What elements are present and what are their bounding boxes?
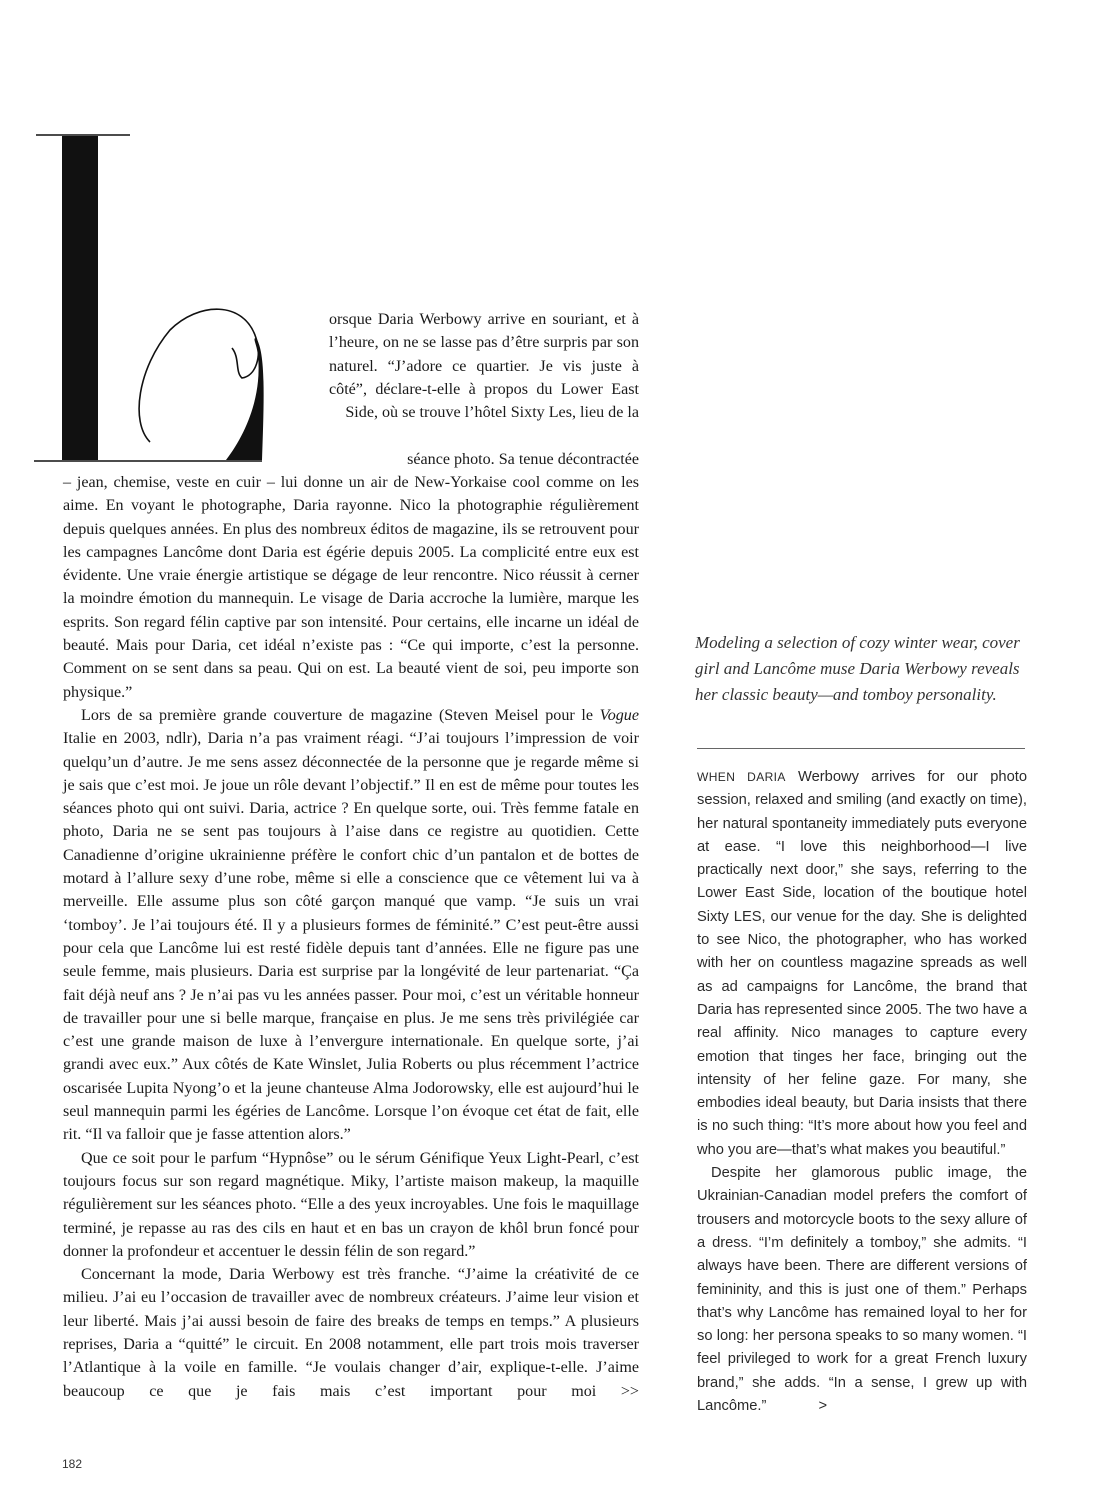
caption-divider <box>697 748 1025 749</box>
continue-arrow-fr: >> <box>620 1382 639 1400</box>
english-paragraph-1 <box>697 766 1027 1162</box>
french-paragraph-3: Que ce soit pour le parfum “Hypnôse” ou le sérum Génifique Yeux Light-Pearl, c’est toujours focus sur son regard magnétique. Miky, l’artiste maison makeup, la maquille régulièrement sur les séances photo. “Elle a des yeux incroyables. Une fois le maquillage terminé, je repasse au ras des cils en haut et en bas un crayon de khôl brun foncé pour donner la profondeur et accentuer le dessin félin de son regard.” <box>63 1149 639 1260</box>
english-paragraph-1-text: Werbowy arrives for our photo session, relaxed and smiling (and exactly on time), her natural spontaneity immediately puts everyone at ease. “I love this neighborhood—I live practically next door,” she says, referring to the Lower East Side, location of the boutique hotel Sixty LES, our venue for the day. She is delighted to see Nico, the photographer, who has worked with her on countless magazine spreads as well as ad campaigns for Lancôme, the brand that Daria has represented since 2005. The two have a real affinity. Nico manages to capture every emotion that tinges her face, bringing out the intensity of her feline gaze. For many, she embodies ideal beauty, but Daria insists that there is no such thing: “It’s more about how you feel and who you are—that’s what makes you beautiful.” <box>697 769 1028 1158</box>
french-intro-text: orsque Daria Werbowy arrive en souriant, et à l’heure, on ne se lasse pas d’être surpris par son naturel. “J’adore ce quartier. Je vis juste à côté”, déclare-t-elle à propos du Lower East Side, où se trouve l’hôtel Sixty Les, lieu de la <box>329 311 639 422</box>
french-paragraph-4-text: Concernant la mode, Daria Werbowy est très franche. “J’aime la créativité de ce milieu. J’ai eu l’occasion de travailler avec de nombreux créateurs. J’aime leur vision et leur liberté. Mais j’ai aussi besoin de faire des breaks de temps en temps.” A plusieurs reprises, Daria a “quitté” le circuit. En 2008 notamment, elle part trois mois traverser l’Atlantique à la voile en famille. “Je voulais changer d’air, explique-t-elle. J’aime beaucoup ce que je fais mais c’est important pour moi <box>63 1266 639 1400</box>
english-lead-in: WHEN DARIA <box>697 770 786 784</box>
french-paragraph-2 <box>63 704 639 1147</box>
english-paragraph-2 <box>697 1162 1027 1418</box>
english-caption: Modeling a selection of cozy winter wear, cover girl and Lancôme muse Daria Werbowy reveals her classic beauty—and tomboy personality. <box>695 633 1020 705</box>
vogue-title: Vogue <box>599 706 639 724</box>
french-intro-wrap-line: séance photo. Sa tenue décontractée <box>407 451 639 468</box>
english-paragraph-2-text: Despite her glamorous public image, the Ukrainian-Canadian model prefers the comfort of trousers and motorcycle boots to the sexy allure of a dress. “I’m definitely a tomboy,” she admits. “I always have been. There are different versions of femininity, and this is just one of them.” Perhaps that’s why Lancôme has remained loyal to her for so long: her persona speaks to so many women. “I feel privileged to work for a great French luxury brand,” she adds. “In a sense, I grew up with Lancôme.” <box>697 1165 1027 1415</box>
french-body <box>63 471 639 1403</box>
continue-arrow-en: > <box>818 1398 828 1415</box>
french-paragraph-1: – jean, chemise, veste en cuir – lui donne un air de New-Yorkaise cool comme on les aime. En voyant le photographe, Daria rayonne. Nico la photographie régulièrement depuis quelques années. En plus des nombreux éditos de magazine, ils se retrouvent pour les campagnes Lancôme dont Daria est égérie depuis 2005. La complicité entre eux est évidente. Une vraie énergie artistique se dégage de leur rencontre. Nico réussit à cerner la moindre émotion du mannequin. Le visage de Daria accroche la lumière, marque les esprits. Son regard félin captive par son intensité. Pour certains, elle incarne un idéal de beauté. Mais pour Daria, cet idéal n’existe pas : “Ce qui importe, c’est la personne. Comment on se sent dans sa peau. Qui on est. La beauté vient de soi, peu importe son physique.” <box>63 474 639 701</box>
dropcap-letter-l <box>30 132 270 467</box>
french-paragraph-2-rest: Italie en 2003, ndlr), Daria n’a pas vraiment réagi. “J’ai toujours l’impression de voir quelqu’un d’autre. Je me sens assez déconnectée de la personne que je regarde même si je sais que c’est moi. Je joue un rôle devant l’objectif.” Il en est de même pour toutes les séances photo qui ont suivi. Daria, actrice ? En quelque sorte, oui. Très femme fatale en photo, Daria ne se sent pas toujours à l’aise dans ce registre au quotidien. Cette Canadienne d’origine ukrainienne préfère le confort chic d’un pantalon et de bottes de motard à l’allure sexy d’une robe, même si elle a conscience que ce vêtement lui va à merveille. Elle assume plus son côté garçon manqué que vamp. “Je suis un vrai ‘tomboy’. Je l’ai toujours été. Il y a plusieurs formes de féminité.” C’est peut-être aussi pour cela que Lancôme lui est resté fidèle depuis tant d’années. Elle ne figure pas une seule femme, mais plusieurs. Daria est surprise par la longévité de leur partenariat. “Ça fait déjà neuf ans ? Je n’ai pas vu les années passer. Pour moi, c’est un véritable honneur de travailler pour une si belle marque, française en plus. Je me sens très privilégiée car c’est une grande maison de luxe à l’envergure internationale. En quelque sorte, j’ai grandi avec eux.” Aux côtés de Kate Winslet, Julia Roberts ou plus récemment l’actrice oscarisée Lupita Nyong’o et la jeune chanteuse Alma Jodorowsky, elle est aujourd’hui le seul mannequin parmi les égéries de Lancôme. Lorsque l’on évoque cet état de fait, elle rit. “Il va falloir que je fasse attention alors.” <box>63 730 639 1144</box>
english-body <box>697 766 1027 1418</box>
french-paragraph-2-start: Lors de sa première grande couverture de magazine (Steven Meisel pour le <box>81 706 600 724</box>
page-number: 182 <box>62 1457 83 1471</box>
french-paragraph-4 <box>63 1263 639 1403</box>
